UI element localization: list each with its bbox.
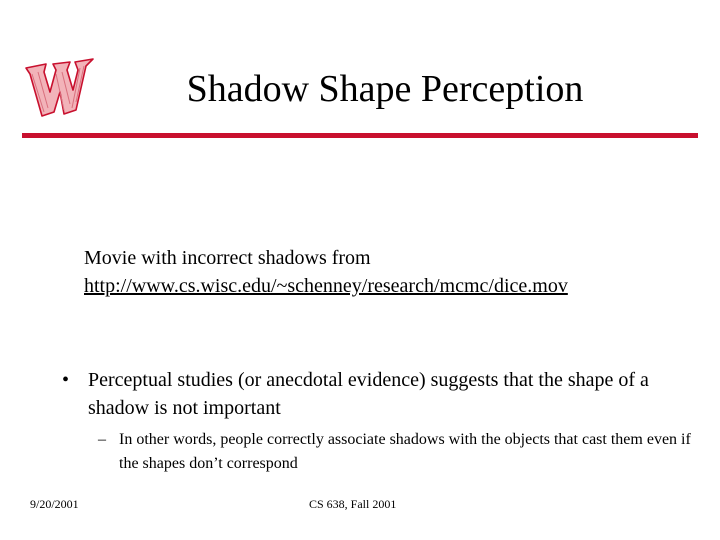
footer-date: 9/20/2001 <box>30 497 79 511</box>
bullet-text: Perceptual studies (or anecdotal evidence) suggests that the shape of a shadow is not important <box>88 369 649 419</box>
movie-link[interactable]: http://www.cs.wisc.edu/~schenney/research/mcmc/dice.mov <box>84 275 568 297</box>
title-divider <box>22 133 698 138</box>
slide-title: Shadow Shape Perception <box>186 68 584 110</box>
wisconsin-w-logo-icon <box>20 52 98 122</box>
movie-reference <box>84 244 568 300</box>
footer-course: CS 638, Fall 2001 <box>309 497 397 511</box>
sub-bullet-marker: – <box>98 431 106 448</box>
sub-bullet-item <box>98 428 698 476</box>
sub-bullet-text: In other words, people correctly associate shadows with the objects that cast them even if the shapes don’t correspond <box>119 431 691 472</box>
bullet-marker: • <box>62 369 70 391</box>
bullet-item <box>62 366 682 422</box>
movie-caption: Movie with incorrect shadows from <box>84 247 371 269</box>
